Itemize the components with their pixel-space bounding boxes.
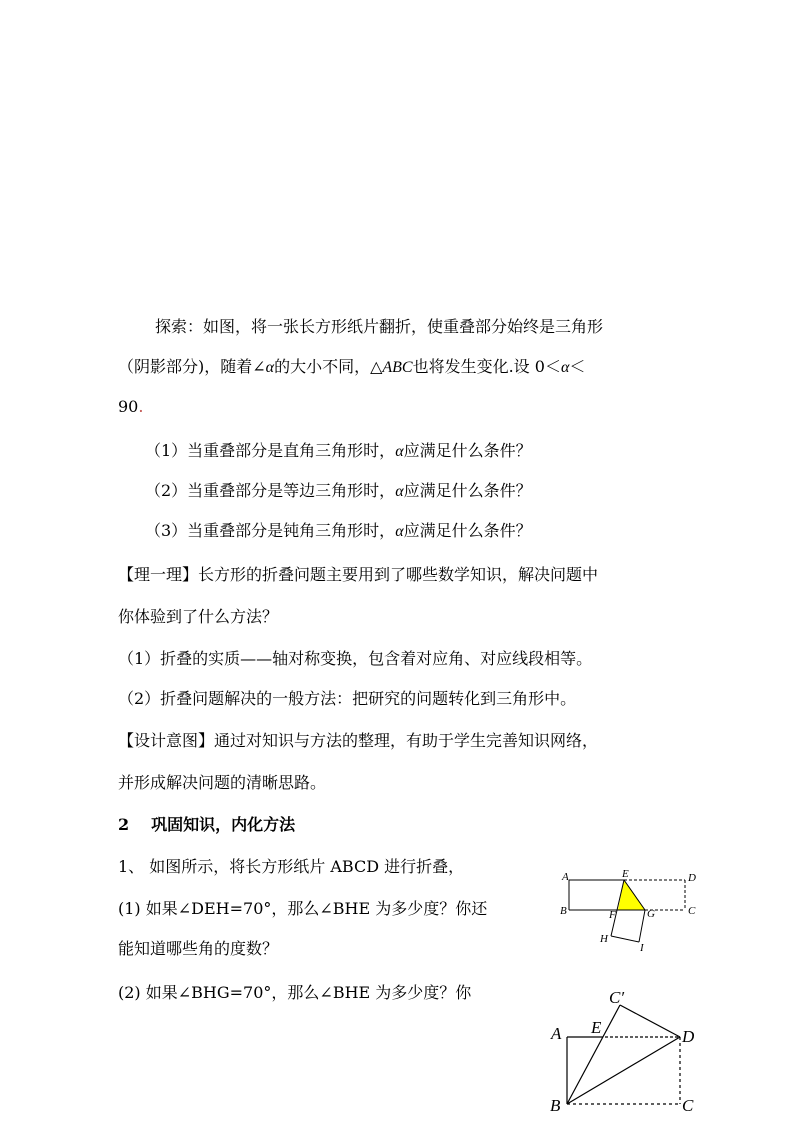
alpha-symbol: α xyxy=(265,359,275,376)
explore-line-2d: ＜ xyxy=(569,357,586,376)
figure-2-edge-CpD xyxy=(620,1005,680,1037)
design-line-1: 【设计意图】通过对知识与方法的整理，有助于学生完善知识网络， xyxy=(118,731,599,750)
explore-line-2a: （阴影部分)，随着∠ xyxy=(118,357,266,376)
problem-1-q1-line-1: (1) 如果∠DEH=70°，那么∠BHE 为多少度？你还 xyxy=(118,899,488,918)
question-2-prefix: （2）当重叠部分是等边三角形时， xyxy=(145,481,396,500)
figure-1-label-D: D xyxy=(688,872,696,884)
explore-line-2b: 的大小不同，△ xyxy=(274,357,383,376)
figure-1-edge-IG xyxy=(639,910,645,942)
triangle-abc-label: ABC xyxy=(382,359,413,376)
question-1 xyxy=(145,441,532,462)
alpha-symbol-q3: α xyxy=(395,523,404,540)
explore-line-2 xyxy=(118,357,585,378)
figure-2-label-B: B xyxy=(550,1096,561,1115)
alpha-symbol-2: α xyxy=(560,359,570,376)
question-3-prefix: （3）当重叠部分是钝角三角形时， xyxy=(145,521,396,540)
section-2-heading xyxy=(118,815,295,835)
question-2 xyxy=(145,481,532,502)
section-number: 2 xyxy=(118,815,130,834)
figure-1-label-H: H xyxy=(600,933,608,945)
question-2-suffix: 应满足什么条件？ xyxy=(403,481,532,500)
figure-1-label-G: G xyxy=(647,908,655,920)
question-1-prefix: （1）当重叠部分是直角三角形时， xyxy=(145,441,396,460)
question-3 xyxy=(145,521,532,542)
figure-1-label-E: E xyxy=(622,868,629,880)
summary-line-1: 【理一理】长方形的折叠问题主要用到了哪些数学知识，解决问题中 xyxy=(118,565,599,584)
figure-2-label-Cprime: C′ xyxy=(609,988,625,1007)
explore-line-1: 探索：如图，将一张长方形纸片翻折，使重叠部分始终是三角形 xyxy=(155,317,604,336)
alpha-symbol-q2: α xyxy=(395,483,404,500)
question-1-suffix: 应满足什么条件？ xyxy=(403,441,532,460)
figure-1-folded-rectangle xyxy=(555,868,705,958)
summary-point-1: （1）折叠的实质——轴对称变换，包含着对应角、对应线段相等。 xyxy=(118,649,593,668)
figure-1-label-C: C xyxy=(688,905,696,917)
summary-point-2: （2）折叠问题解决的一般方法：把研究的问题转化到三角形中。 xyxy=(118,689,577,708)
figure-1-edge-HI xyxy=(611,936,639,942)
upper-bound-90: 90 xyxy=(118,397,139,416)
period: . xyxy=(138,397,144,416)
figure-1-label-F: F xyxy=(609,909,616,921)
figure-2-label-A: A xyxy=(551,1024,562,1043)
question-3-suffix: 应满足什么条件？ xyxy=(403,521,532,540)
figure-2-diagonal-BD xyxy=(567,1037,680,1104)
figure-1-shaded-triangle xyxy=(618,880,645,910)
summary-line-2: 你体验到了什么方法？ xyxy=(118,607,279,626)
figure-2-label-C: C xyxy=(682,1096,694,1115)
figure-2-label-D: D xyxy=(682,1027,695,1046)
figure-1-label-I: I xyxy=(640,942,644,954)
problem-1-q1-line-2: 能知道哪些角的度数？ xyxy=(118,939,279,958)
section-title: 巩固知识，内化方法 xyxy=(151,815,296,834)
figure-2-label-E: E xyxy=(591,1018,602,1037)
alpha-symbol-q1: α xyxy=(395,443,404,460)
problem-1-intro: 1、 如图所示，将长方形纸片 ABCD 进行折叠， xyxy=(118,857,465,876)
figure-1-label-A: A xyxy=(562,871,569,883)
explore-line-3 xyxy=(118,397,143,417)
design-line-2: 并形成解决问题的清晰思路。 xyxy=(118,773,327,792)
figure-2-diagonal-fold xyxy=(545,985,705,1120)
problem-1-q2-line-1: (2) 如果∠BHG=70°，那么∠BHE 为多少度？你 xyxy=(118,983,472,1002)
explore-line-2c: 也将发生变化.设 0＜ xyxy=(412,357,561,376)
figure-1-label-B: B xyxy=(560,905,567,917)
